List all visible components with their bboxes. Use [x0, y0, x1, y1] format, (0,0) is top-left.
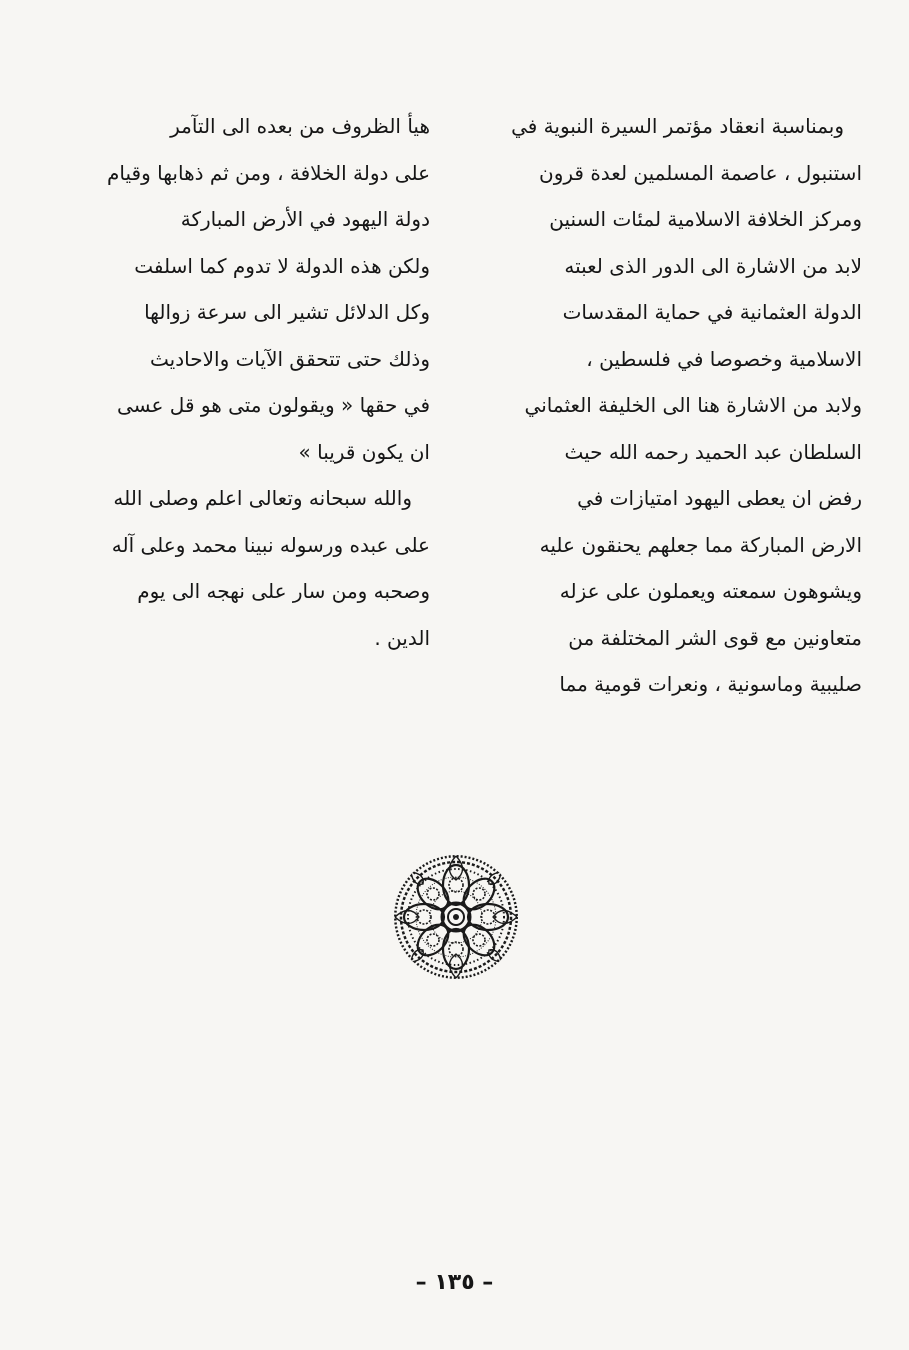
text-line: متعاونين مع قوى الشر المختلفة من [568, 625, 862, 650]
text-line: دولة اليهود في الأرض المباركة [180, 207, 430, 231]
text-line: على دولة الخلافة ، ومن ثم ذهابها وقيام [107, 160, 430, 185]
text-line: على عبده ورسوله نبينا محمد وعلى آله [111, 532, 430, 557]
text-line: استنبول ، عاصمة المسلمين لعدة قرون [539, 160, 862, 185]
text-line: هيأ الظروف من بعده الى التآمر [170, 114, 430, 138]
text-line: ومركز الخلافة الاسلامية لمئات السنين [549, 207, 862, 231]
text-line: وصحبه ومن سار على نهجه الى يوم [137, 579, 430, 603]
text-column-left [84, 103, 430, 661]
text-line: ولكن هذه الدولة لا تدوم كما اسلفت [134, 253, 430, 278]
text-line: وذلك حتى تتحقق الآيات والاحاديث [150, 346, 430, 371]
text-line: والله سبحانه وتعالى اعلم وصلى الله [113, 486, 412, 510]
text-line: ان يكون قريبا » [298, 439, 430, 464]
text-line: الدين . [374, 625, 430, 650]
text-line: السلطان عبد الحميد رحمه الله حيث [564, 439, 862, 464]
text-line: وكل الدلائل تشير الى سرعة زوالها [144, 300, 430, 324]
page-number: – ١٣٥ – [415, 1270, 494, 1295]
rosette-ornament-icon [389, 850, 523, 984]
text-line: ويشوهون سمعته ويعملون على عزله [559, 579, 862, 603]
text-line: الاسلامية وخصوصا في فلسطين ، [586, 346, 862, 371]
text-line: رفض ان يعطى اليهود امتيازات في [577, 486, 862, 510]
text-column-right [505, 103, 862, 708]
text-line: الدولة العثمانية في حماية المقدسات [562, 300, 862, 324]
text-line: ولابد من الاشارة هنا الى الخليفة العثماني [524, 393, 862, 417]
text-line: وبمناسبة انعقاد مؤتمر السيرة النبوية في [511, 114, 844, 138]
text-line: لابد من الاشارة الى الدور الذى لعبته [564, 253, 862, 278]
text-line: صليبية وماسونية ، ونعرات قومية مما [559, 672, 862, 696]
text-line: الارض المباركة مما جعلهم يحنقون عليه [539, 532, 862, 557]
text-line: في حقها « ويقولون متى هو قل عسى [117, 393, 430, 417]
